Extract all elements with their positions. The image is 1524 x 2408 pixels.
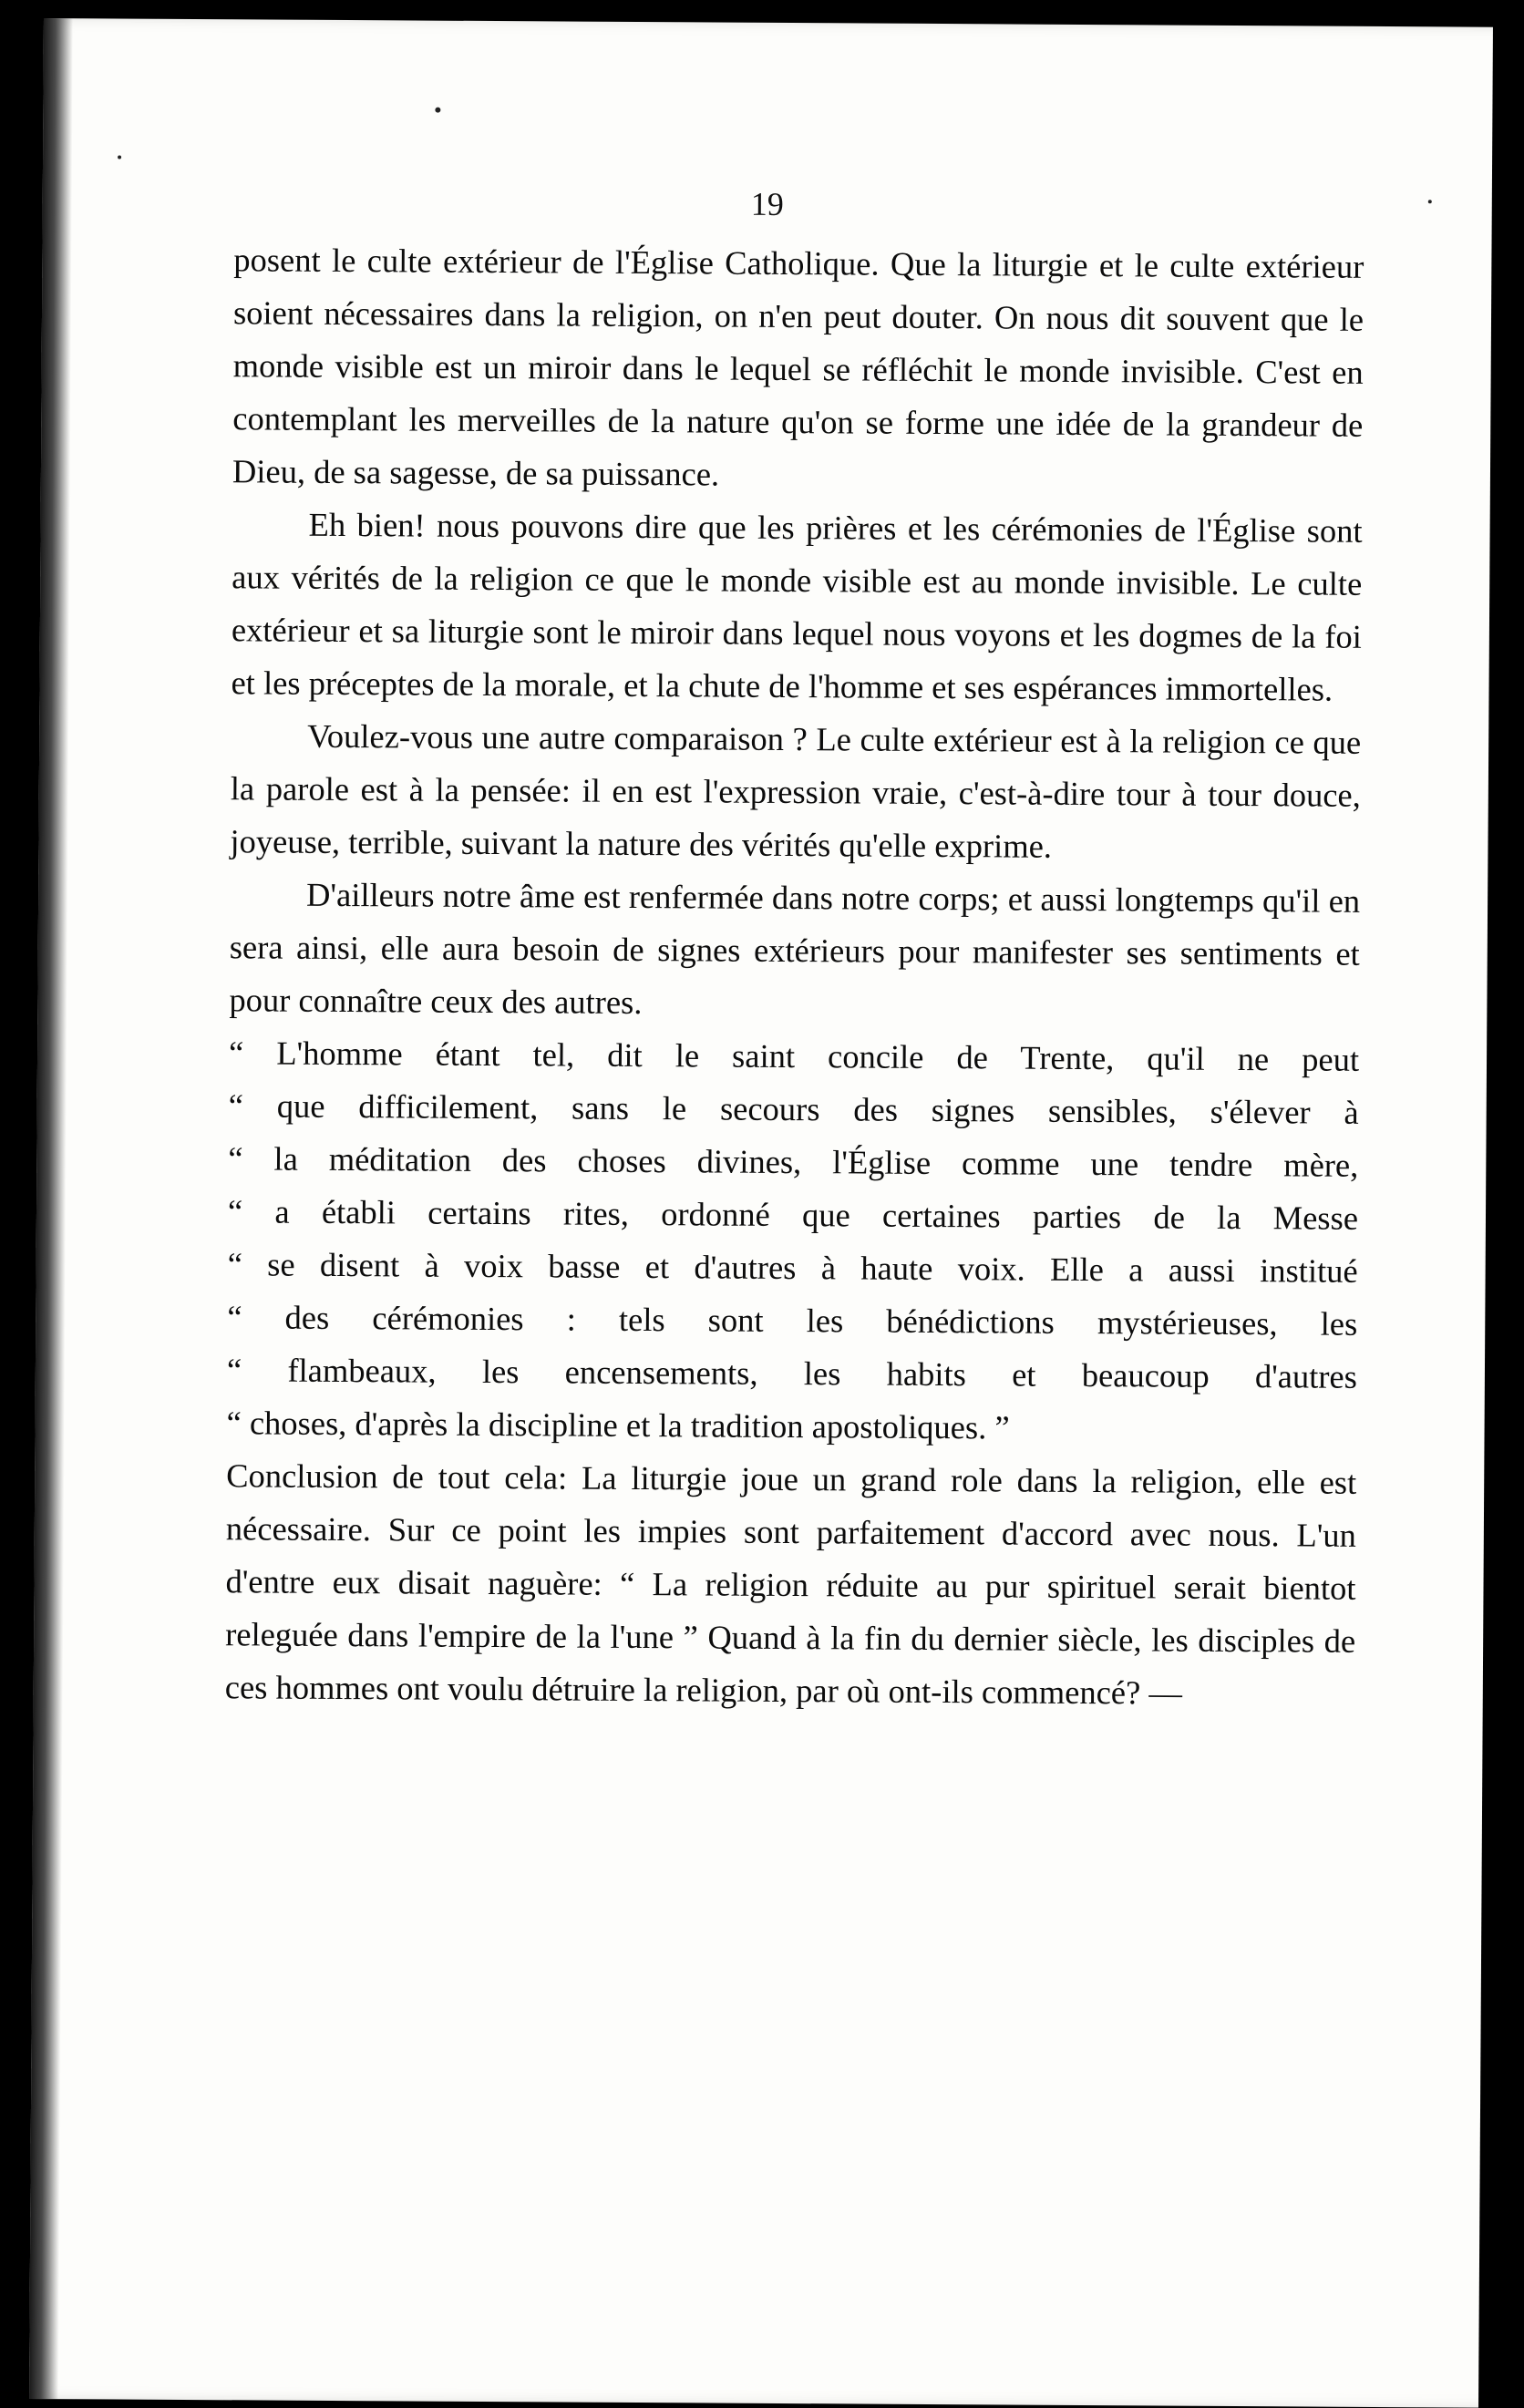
paragraph: Eh bien! nous pouvons dire que les prières et les cérémonies de l'Église sont aux vérités de la religion ce que le monde visible est au monde invisible. Le culte extérieur et sa liturgie sont le miroir dans lequel nous voyons et les dogmes de la foi et les préceptes de la morale, et la chute de l'homme et ses espérances immortelles. <box>231 505 1363 708</box>
paragraph: D'ailleurs notre âme est renfermée dans notre corps; et aussi longtemps qu'il en sera ainsi, elle aura besoin de signes extérieurs pour manifester ses sentiments et pour connaître ceux des autres. <box>229 875 1361 1022</box>
book-page <box>29 18 1493 2408</box>
quote-line: “ a établi certains rites, ordonné que certaines parties de la Messe <box>227 1192 1359 1237</box>
ink-speck <box>435 108 440 113</box>
council-quotation <box>226 1026 1359 1456</box>
quote-line: “ choses, d'après la discipline et la tradition apostoliques. ” <box>226 1404 1010 1446</box>
quote-line: “ se disent à voix basse et d'autres à haute voix. Elle a aussi institué <box>227 1245 1358 1290</box>
quote-line: “ des cérémonies : tels sont les bénédictions mystérieuses, les <box>227 1298 1358 1343</box>
ink-speck <box>118 155 121 159</box>
paragraph: Voulez-vous une autre comparaison ? Le culte extérieur est à la religion ce que la parole est à la pensée: il en est l'expression vraie, c'est-à-dire tour à tour douce, joyeuse, terrible, suivant la nature des vérités qu'elle exprime. <box>230 716 1362 865</box>
page-number: 19 <box>750 185 784 222</box>
quote-line: “ flambeaux, les encensements, les habits et beaucoup d'autres <box>226 1351 1358 1395</box>
paragraph: posent le culte extérieur de l'Église Catholique. Que la liturgie et le culte extérieur soient nécessaires dans la religion, on n'en peut douter. On nous dit souvent que le monde visible est un miroir dans le lequel se réfléchit le monde invisible. C'est en contemplant les merveilles de la nature qu'on se forme une idée de la grandeur de Dieu, de sa sagesse, de sa puissance. <box>232 241 1364 493</box>
quote-line: “ la méditation des choses divines, l'Église comme une tendre mère, <box>228 1139 1359 1184</box>
body-text <box>225 233 1364 1721</box>
quote-line: “ que difficilement, sans le secours des signes sensibles, s'élever à <box>228 1086 1359 1131</box>
quote-line: “ L'homme étant tel, dit le saint concile de Trente, qu'il ne peut <box>228 1034 1360 1078</box>
closing-paragraph: Conclusion de tout cela: La liturgie joue un grand role dans la religion, elle est nécessaire. Sur ce point les impies sont parfaitement d'accord avec nous. L'un d'entre eux disait naguère: “ La religion réduite au pur spirituel serait bientot releguée dans l'empire de la l'une ” Quand à la fin du dernier siècle, les disciples de ces hommes ont voulu détruire la religion, par où ont-ils commencé? — <box>224 1456 1357 1712</box>
